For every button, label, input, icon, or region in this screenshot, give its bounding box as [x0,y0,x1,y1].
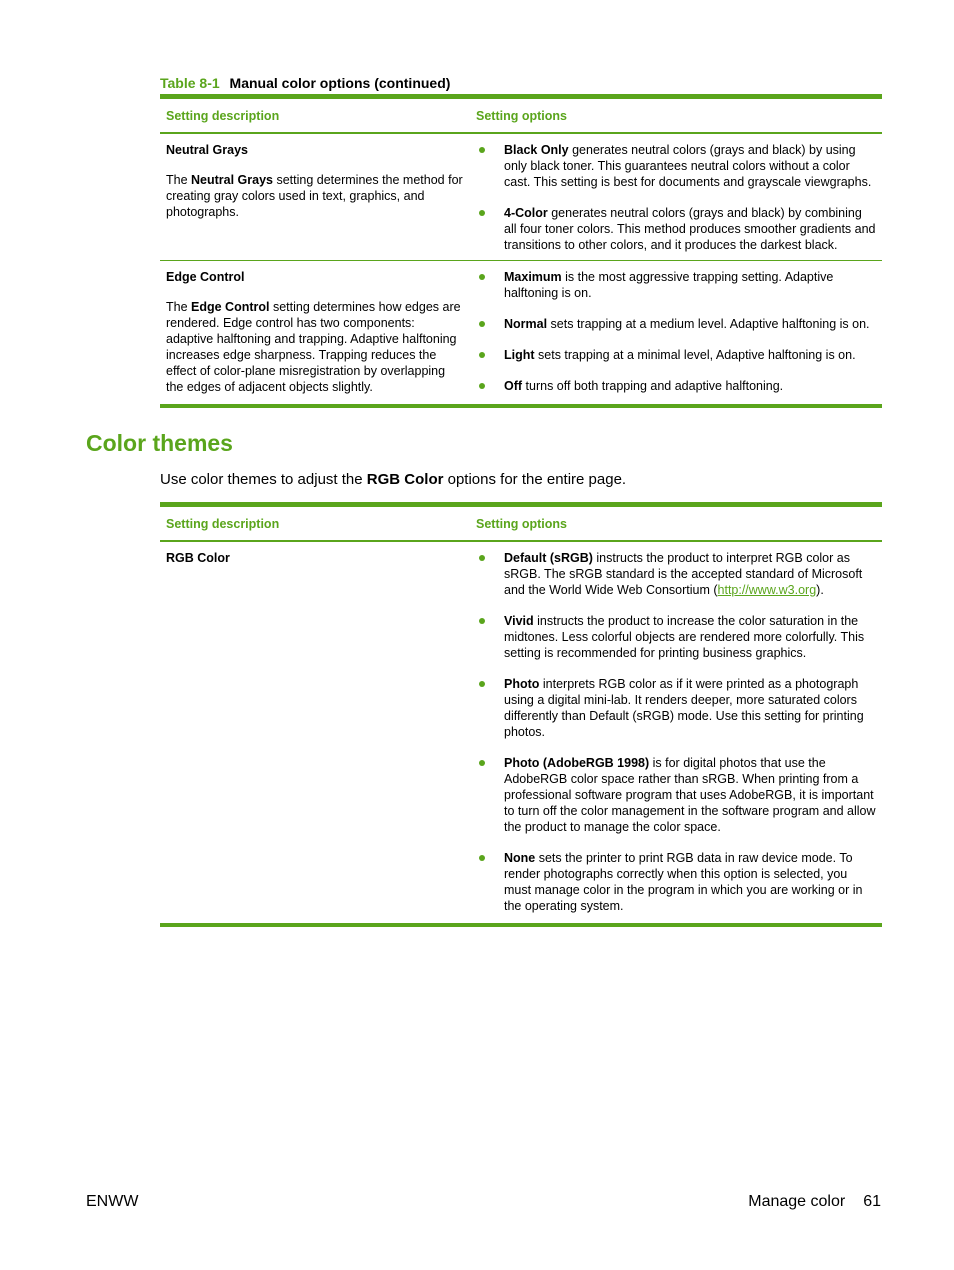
list-item: 4-Color generates neutral colors (grays and black) by combining all four toner colors. This method produces smoother gradients and transitions to other colors, and it produces the darkest black. [476,205,876,253]
table-row [160,261,882,407]
section-intro: Use color themes to adjust the RGB Color options for the entire page. [160,471,627,488]
table-header-row [160,505,882,542]
table-title: Manual color options (continued) [229,75,451,91]
list-item: Maximum is the most aggressive trapping setting. Adaptive halftoning is on. [476,269,876,301]
list-item: Vivid instructs the product to increase the color saturation in the midtones. Less colorful objects are rendered more colorfully. This setting is recommended for printing business graphics. [476,613,876,661]
table-row [160,541,882,925]
setting-name: Edge Control [166,270,245,284]
page-number: 61 [863,1193,881,1210]
setting-name: RGB Color [166,551,230,565]
options-cell [470,133,882,261]
manual-color-options-table [160,94,882,408]
options-cell [470,261,882,407]
list-item: Default (sRGB) instructs the product to interpret RGB color as sRGB. The sRGB standard is the accepted standard of Microsoft and the World Wide Web Consortium (http://www.w3.org). [476,550,876,598]
w3-link[interactable]: http://www.w3.org [717,583,817,597]
list-item: Off turns off both trapping and adaptive halftoning. [476,378,876,394]
column-header-description: Setting description [160,505,470,542]
column-header-description: Setting description [160,97,470,134]
footer-section: Manage color [748,1193,846,1210]
setting-description: The Neutral Grays setting determines the method for creating gray colors used in text, graphics, and photographs. [166,173,463,219]
table-number: Table 8-1 [160,75,220,91]
options-cell [470,541,882,925]
footer-left: ENWW [86,1193,139,1210]
section-heading: Color themes [86,430,233,456]
setting-name: Neutral Grays [166,143,248,157]
column-header-options: Setting options [470,97,882,134]
list-item: Normal sets trapping at a medium level. Adaptive halftoning is on. [476,316,876,332]
list-item: None sets the printer to print RGB data in raw device mode. To render photographs correctly when this option is selected, you must manage color in the program in which you are working or in the operating system. [476,850,876,914]
description-cell [160,133,470,261]
table-caption [160,75,450,91]
setting-description: The Edge Control setting determines how edges are rendered. Edge control has two components: adaptive halftoning and trapping. Adaptive halftoning increases edge sharpness. Trapping reduces the effect of color-plane misregistration by overlapping the edges of adjacent objects slightly. [166,300,461,394]
description-cell [160,541,470,925]
list-item: Photo (AdobeRGB 1998) is for digital photos that use the AdobeRGB color space rather than sRGB. When printing from a professional software program that uses AdobeRGB, it is important to turn off the color management in the software program and allow the product to manage the color space. [476,755,876,835]
color-themes-table [160,502,882,927]
list-item: Black Only generates neutral colors (grays and black) by using only black toner. This guarantees neutral colors without a color cast. This setting is best for documents and grayscale viewgraphs. [476,142,876,190]
list-item: Light sets trapping at a minimal level, Adaptive halftoning is on. [476,347,876,363]
description-cell [160,261,470,407]
table-row [160,133,882,261]
list-item: Photo interprets RGB color as if it were printed as a photograph using a digital mini-lab. It renders deeper, more saturated colors differently than Default (sRGB) mode. Use this setting for printing photos. [476,676,876,740]
column-header-options: Setting options [470,505,882,542]
footer-right [748,1193,881,1211]
table-header-row [160,97,882,134]
